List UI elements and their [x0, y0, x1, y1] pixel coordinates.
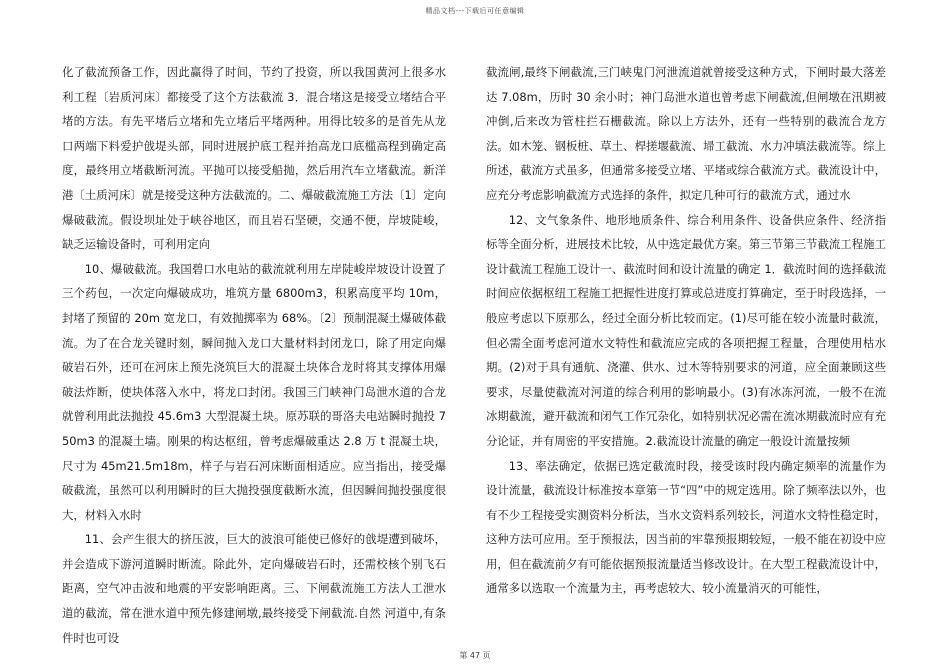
paragraph: 截流闸,最终下闸截流,三门峡鬼门河泄流道就曾接受这种方式，下闸时最大落差达 7.08m，历时 30 余小时；神门岛泄水道也曾考虑下闸截流,但闸墩在汛期被冲倒,后来改为管柱拦石栅截流。除以上方法外，还有一些特别的截流合龙方法。如木笼、钢板桩、草土、桿搓堰截流、埽工截流、水力冲填法截流等。综上所述，截流方式虽多，但通常多接受立堵、平堵或综合截流方式。截流设计中，应充分考虑影响截流方式选择的条件，拟定几种可行的截流方式，通过水 [486, 65, 886, 202]
paragraph: 11、会产生很大的挤压波，巨大的波浪可能使已修好的戗堤遭到破坏，并会造成下游河道瞬时断流。除此外，定向爆破岩石时，还需校核个别飞石距离，空气冲击波和地震的平安影响距离。三、下闸截流施工方法人工泄水道的截流，常在泄水道中预先修建闸墩,最终接受下闸截流.自然 河道中,有条件时也可设 [62, 532, 446, 645]
paragraph: 13、率法确定，依据已选定截流时段，接受该时段内确定频率的流量作为设计流量，截流设计标准按本章第一节“四”中的规定选用。除了频率法以外，也有不少工程接受实测资料分析法，当水文资料系列较长，河道水文特性稳定时，这种方法可应用。至于预报法，因当前的牢靠预报期较短，一般不能在初设中应用，但在截流前夕有可能依据预报流量适当修改设计。在大型工程截流设计中，通常多以选取一个流量为主，再考虑较大、较小流量消灭的可能性， [486, 458, 886, 596]
right-column [486, 60, 886, 601]
paragraph: 化了截流预备工作，因此赢得了时间，节约了投资，所以我国黄河上很多水利工程〔岩质河床〕都接受了这个方法截流 3．混合堵这是接受立堵结合平堵的方法。有先平堵后立堵和先立堵后平堵两种。用得比较多的是首先从龙口两端下料爱护戗堤头部，同时进展护底工程并抬高龙口底槛高程到确定高度，最终用立堵截断河流。平抛可以接受船抛，然后用汽车立堵截流。新洋港〔土质河床〕就是接受这种方法截流的。二、爆破截流施工方法〔1〕定向爆破截流。假设坝址处于峡谷地区，而且岩石坚硬，交通不便，岸坡陡峻，缺乏运输设备时，可利用定向 [62, 65, 446, 252]
page-number: 第 47 页 [459, 651, 491, 660]
paragraph: 12、文气象条件、地形地质条件、综合利用条件、设备供应条件、经济指标等全面分析，进展技术比较，从中选定最优方案。第三节第三节截流工程施工设计截流工程施工设计一、截流时间和设计流量的确定 1．截流时间的选择截流时间应依据枢纽工程施工把握性进度打算或总进度打算确定，至于时段选择，一般应考虑以下原那么，经过全面分析比较而定。(1)尽可能在较小流量时截流，但必需全面考虑河道水文特性和截流应完成的各项把握工程量，合理使用枯水期。(2)对于具有通航、浇灌、供水、过木等特别要求的河道，应全面兼顾这些要求，尽量使截流对河道的综合利用的影响最小。(3)有冰冻河流，一般不在流冰期截流，避开截流和闭气工作冗杂化，如特别状况必需在流冰期截流时应有充分论证，并有周密的平安措施。2.截流设计流量的确定一般设计流量按频 [486, 212, 886, 448]
page-header: 精品文档---下载后可任意编辑 [425, 7, 525, 15]
left-column [62, 60, 446, 650]
paragraph: 10、爆破截流。我国碧口水电站的截流就利用左岸陡峻岸坡设计设置了三个药包，一次定向爆破成功，堆筑方量 6800m3，积累高度平均 10m，封堵了预留的 20m 宽龙口，有效抛掷率为 68%。〔2〕预制混凝土爆破体截流。为了在合龙关键时刻，瞬间抛入龙口大量材料封闭龙口，除了用定向爆破岩石外，还可在河床上预先浇筑巨大的混凝土块体合龙时将其支撑体用爆破法炸断，使块体落入水中，将龙口封闭。我国三门峡神门岛泄水道的合龙就曾利用此法抛投 45.6m3 大型混凝土块。原苏联的哥洛夫电站瞬时抛投 750m3 的混凝土墙。刚果的构达枢纽，曾考虑爆破重达 2.8 万 t 混凝土块，尺寸为 45m21.5m18m，样子与岩石河床断面相适应。应当指出，接受爆破截流，虽然可以利用瞬时的巨大抛投强度截断水流，但因瞬间抛投强度很大，材料入水时 [62, 261, 446, 522]
